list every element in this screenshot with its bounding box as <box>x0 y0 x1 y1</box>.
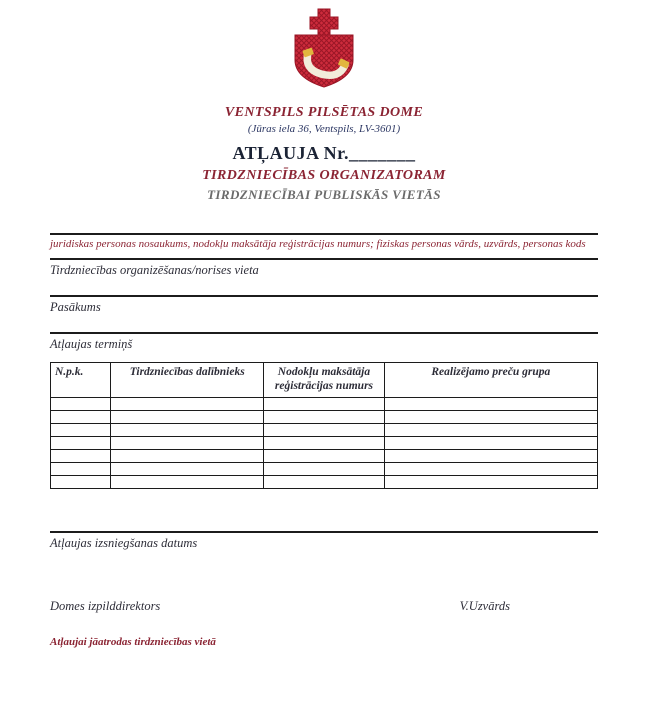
table-cell <box>111 437 264 450</box>
table-cell <box>51 476 111 489</box>
emblem-container <box>50 8 598 93</box>
field-person-identification <box>50 233 598 251</box>
table-cell <box>264 411 384 424</box>
table-cell <box>264 450 384 463</box>
table-cell <box>51 411 111 424</box>
table-body <box>51 398 598 489</box>
table-cell <box>264 476 384 489</box>
field-permit-term <box>50 332 598 352</box>
table-row <box>51 411 598 424</box>
signer-title: Domes izpilddirektors <box>50 599 161 613</box>
permit-subtitle-public-places: TIRDZNIECĪBAI PUBLISKĀS VIETĀS <box>207 187 441 202</box>
table-cell <box>51 437 111 450</box>
organization-name: VENTSPILS PILSĒTAS DOME <box>224 105 424 120</box>
field-label-event: Pasākums <box>50 300 101 314</box>
table-cell <box>264 398 384 411</box>
table-row <box>51 437 598 450</box>
table-cell <box>51 450 111 463</box>
participants-table <box>50 362 598 489</box>
table-cell <box>111 411 264 424</box>
table-cell <box>384 437 597 450</box>
column-header-goods-group: Realizējamo preču grupa <box>384 363 597 398</box>
table-cell <box>384 450 597 463</box>
permit-title: ATĻAUJA Nr._______ <box>232 143 416 163</box>
table-cell <box>384 463 597 476</box>
field-label-permit-term: Atļaujas termiņš <box>50 337 133 351</box>
field-label-person-identification: juridiskas personas nosaukums, nodokļu maksātāja reģistrācijas numurs; fiziskas personas vārds, uzvārds, personas kods <box>50 238 586 250</box>
cross-icon <box>310 9 338 37</box>
field-trade-venue <box>50 258 598 278</box>
table-cell <box>264 437 384 450</box>
table-header-row <box>51 363 598 398</box>
table-cell <box>384 411 597 424</box>
column-header-npk: N.p.k. <box>51 363 111 398</box>
table-cell <box>384 398 597 411</box>
table-cell <box>51 424 111 437</box>
table-cell <box>111 450 264 463</box>
column-header-registration-number: Nodokļu maksātāja reģistrācijas numurs <box>264 363 384 398</box>
table-cell <box>51 398 111 411</box>
table-cell <box>111 398 264 411</box>
document-header <box>50 105 598 203</box>
field-label-trade-venue: Tirdzniecības organizēšanas/norises vieta <box>50 263 259 277</box>
permit-location-note: Atļaujai jāatrodas tirdzniecības vietā <box>50 636 216 648</box>
ventspils-coat-of-arms-icon <box>289 8 359 88</box>
table-row <box>51 398 598 411</box>
table-row <box>51 424 598 437</box>
table-cell <box>111 476 264 489</box>
field-label-issue-date: Atļaujas izsniegšanas datums <box>50 536 198 550</box>
field-event <box>50 295 598 315</box>
table-cell <box>111 424 264 437</box>
field-issue-date <box>50 531 598 551</box>
table-cell <box>264 463 384 476</box>
table-cell <box>384 476 597 489</box>
form-body <box>50 233 598 648</box>
organization-address: (Jūras iela 36, Ventspils, LV-3601) <box>247 123 401 135</box>
table-cell <box>264 424 384 437</box>
table-row <box>51 476 598 489</box>
table-row <box>51 450 598 463</box>
table-row <box>51 463 598 476</box>
column-header-participant: Tirdzniecības dalībnieks <box>111 363 264 398</box>
table-cell <box>384 424 597 437</box>
permit-subtitle-organizer: TIRDZNIECĪBAS ORGANIZATORAM <box>202 168 446 183</box>
table-cell <box>111 463 264 476</box>
signature-row <box>50 599 598 614</box>
table-header <box>51 363 598 398</box>
signer-name: V.Uzvārds <box>459 599 510 613</box>
table-cell <box>51 463 111 476</box>
